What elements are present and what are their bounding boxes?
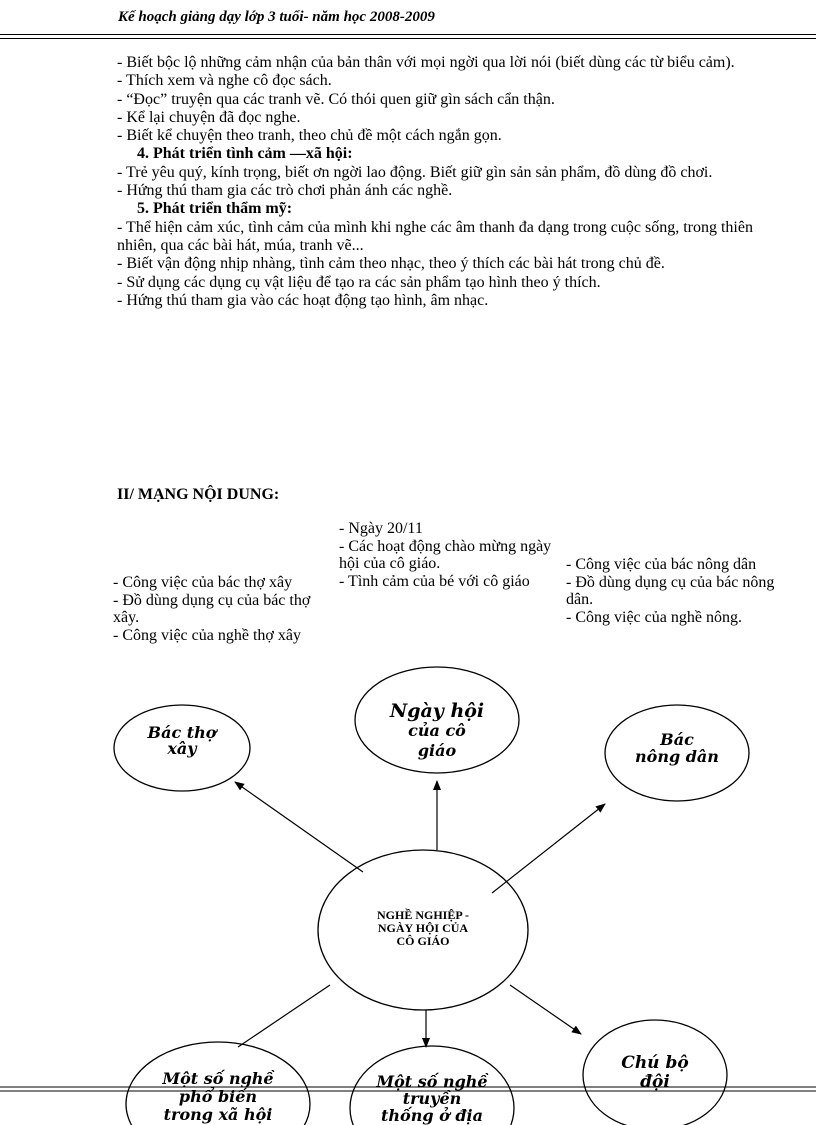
list-item: - Đồ dùng dụng cụ của bác nông dân. bbox=[566, 573, 775, 608]
section-2-title: II/ MẠNG NỘI DUNG: bbox=[117, 486, 280, 503]
paragraph: - “Đọc” truyện qua các tranh vẽ. Có thói quen giữ gìn sách cẩn thận. bbox=[117, 90, 555, 108]
paragraph: - Hứng thú tham gia vào các hoạt động tạo hình, âm nhạc. bbox=[117, 291, 489, 309]
arrow-to-nong-dan bbox=[492, 804, 605, 893]
list-item: - Các hoạt động chào mừng ngày hội của cô giáo. bbox=[339, 537, 552, 572]
paragraph: - Biết kể chuyện theo tranh, theo chủ đề một cách ngắn gọn. bbox=[117, 127, 502, 145]
node-label-line: Bác thợ bbox=[147, 723, 217, 742]
node-label-line: đội bbox=[640, 1072, 670, 1092]
node-label-line: của cô bbox=[408, 721, 466, 740]
list-item: - Ngày 20/11 bbox=[339, 520, 423, 537]
center-label-line: NGÀY HỘI CỦA bbox=[377, 921, 469, 935]
page-header-title: Kế hoạch giảng dạy lớp 3 tuổi- năm học 2008-2009 bbox=[118, 9, 435, 25]
list-item: - Công việc của nghề thợ xây bbox=[113, 626, 301, 644]
section-5-title: 5. Phát triển thẩm mỹ: bbox=[137, 200, 293, 218]
paragraph: - Biết bộc lộ những cảm nhận của bản thân với mọi ngời qua lời nói (biết dùng các từ biểu cảm). bbox=[117, 54, 735, 71]
node-bo-doi bbox=[605, 1054, 705, 1092]
list-item: - Công việc của nghề nông. bbox=[566, 608, 742, 626]
paragraph: - Thể hiện cảm xúc, tình cảm của mình khi nghe các âm thanh đa dạng trong cuộc sống, trong thiên nhiên, qua các bài hát, múa, tranh vẽ... bbox=[117, 218, 753, 254]
node-label-line: nông dân bbox=[635, 747, 719, 766]
node-label-line: Một số nghề bbox=[376, 1072, 488, 1091]
section-4-title: 4. Phát triển tình cảm —xã hội: bbox=[137, 145, 353, 163]
node-label-line: truyền bbox=[402, 1089, 462, 1108]
node-truyen-thong bbox=[362, 1073, 502, 1123]
center-label-line: NGHỀ NGHIỆP - bbox=[376, 908, 469, 922]
list-item: - Công việc của bác thợ xây bbox=[113, 574, 293, 591]
center-node bbox=[353, 909, 493, 948]
node-label-line: giáo bbox=[417, 741, 457, 760]
list-item: - Đồ dùng dụng cụ của bác thợ xây. bbox=[113, 591, 311, 626]
node-label-line: phổ biến bbox=[178, 1087, 258, 1106]
node-label-line: Chú bộ bbox=[621, 1053, 689, 1073]
paragraph: - Trẻ yêu quý, kính trọng, biết ơn ngời lao động. Biết giữ gìn sản sản phẩm, đồ dùng đồ chơi. bbox=[117, 163, 713, 181]
node-pho-bien bbox=[148, 1070, 288, 1123]
paragraph: - Sử dụng các dụng cụ vật liệu để tạo ra các sản phẩm tạo hình theo ý thích. bbox=[117, 273, 601, 291]
node-label-line: trong xã hội bbox=[163, 1105, 273, 1124]
node-label-line: Bác bbox=[660, 730, 694, 749]
list-item: - Công việc của bác nông dân bbox=[566, 556, 757, 573]
node-label-line: Một số nghề bbox=[162, 1069, 274, 1088]
arrow-to-tho-xay bbox=[235, 782, 363, 872]
paragraph: - Biết vận động nhịp nhàng, tình cảm theo nhạc, theo ý thích các bài hát trong chủ đề. bbox=[117, 255, 665, 273]
paragraph: - Thích xem và nghe cô đọc sách. bbox=[117, 72, 332, 90]
paragraph: - Hứng thú tham gia các trò chơi phản ánh các nghề. bbox=[117, 182, 453, 200]
node-ngay-hoi bbox=[370, 700, 504, 760]
node-tho-xay bbox=[132, 725, 232, 757]
node-label-line: Ngày hội bbox=[389, 700, 485, 722]
paragraph: - Kể lại chuyện đã đọc nghe. bbox=[117, 108, 301, 126]
node-label-line: thống ở địa bbox=[381, 1106, 483, 1125]
arrow-to-bo-doi bbox=[510, 985, 581, 1034]
node-label-line: xây bbox=[167, 739, 197, 758]
list-item: - Tình cảm của bé với cô giáo bbox=[339, 572, 530, 590]
link-to-pho-bien bbox=[238, 985, 330, 1047]
center-label-line: CÔ GIÁO bbox=[396, 934, 450, 948]
node-nong-dan bbox=[622, 731, 732, 765]
